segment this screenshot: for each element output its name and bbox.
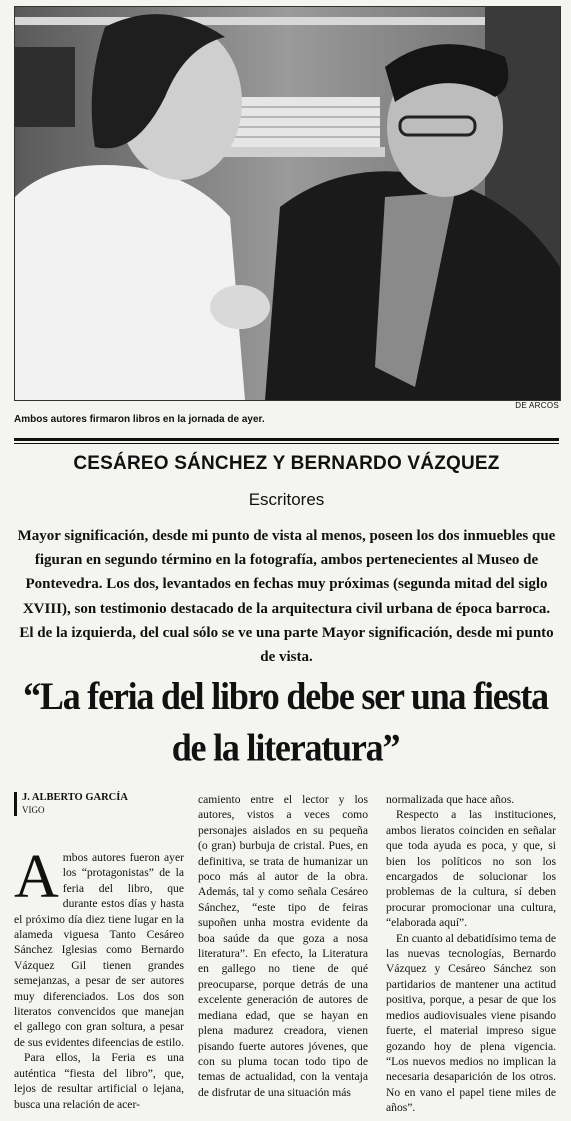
article-paragraph: Respecto a las instituciones, ambos lieratos coinciden en señalar que toda ayuda es poca, y que, si bien los políticos no son los encargados de solucionar los problemas de la cultura, sí deben procurar promocionar una cultura, “elaborada aquí”. xyxy=(386,808,556,930)
byline xyxy=(14,792,184,816)
photo-caption: Ambos autores firmaron libros en la jornada de ayer. xyxy=(14,414,265,425)
article-paragraph: camiento entre el lector y los autores, vistos a veces como personajes aislados en su pequeña (o gran) burbuja de cristal. Pues, en definitiva, se trata de humanizar un poco más al autor de la obra. Además, tal y como señala Cesáreo Sánchez, “este tipo de feiras supoñen unha mostra evidente da boa saúde da que goza a nosa literatura”. En efecto, la Literatura en gallego no tiene de qué preocuparse, porque detrás de una excelente generación de autores de mediana edad, que se hayan en plena madurez creadora, vienen pisando fuerte autores jóvenes, que con su pluma tocan todo tipo de temas de actualidad, con la ventaja de disfrutar de una situación más xyxy=(198,793,368,1099)
byline-place: VIGO xyxy=(22,805,45,815)
interviewee-names: CESÁREO SÁNCHEZ Y BERNARDO VÁZQUEZ xyxy=(73,453,500,474)
article-photo xyxy=(14,6,561,401)
lead-paragraph: Mayor significación, desde mi punto de vista al menos, poseen los dos inmuebles que figuran en segundo término en la fotografía, ambos pertenecientes al Museo de Pontevedra. Los dos, levantados en fechas muy próximas (segunda mitad del siglo XVIII), son testimonio destacado de la arquitectura civil urbana de época barroca. El de la izquierda, del cual sólo se ve una parte Mayor significación, desde mi punto de vista. xyxy=(17,528,556,666)
article-column-1 xyxy=(14,792,184,1112)
section-rule-thin xyxy=(14,443,559,444)
headline: “La feria del libro debe ser una fiesta de la literatura” xyxy=(23,674,548,770)
interviewee-role: Escritores xyxy=(248,490,325,509)
photo-credit: DE ARCOS xyxy=(515,401,559,410)
article-paragraph: normalizada que hace años. xyxy=(386,793,515,806)
article-column-2 xyxy=(198,792,368,1100)
article-paragraph: En cuanto al debatidísimo tema de las nuevas tecnologías, Bernardo Vázquez y Cesáreo Sánchez son partidarios de mantener una actitud positiva, porque, a pesar de que los medios audiovisuales viene pisando fuerte, el material impreso sigue gozando hoy de plena vigencia. “Los nuevos medios no implican la necesaria desaparición de los otros. No en vano el papel tiene miles de años”. xyxy=(386,931,557,1115)
article-paragraph xyxy=(14,843,184,1050)
drop-cap: A xyxy=(14,843,59,911)
article-paragraph: Para ellos, la Feria es una auténtica “fiesta del libro”, que, lejos de resultar artificial o lejana, busca una relación de acer- xyxy=(14,1051,184,1111)
section-rule xyxy=(14,438,559,441)
article-column-3 xyxy=(386,792,556,1116)
byline-author: J. ALBERTO GARCÍA xyxy=(22,792,128,803)
paragraph-text: mbos autores fueron ayer los “protagonistas” de la feria del libro, que durante estos días y hasta el próximo día diez tiene lugar en la alameda viguesa Tanto Cesáreo Sánchez Iglesias como Bernardo Vázquez Gil tienen grandes semejanzas, a pesar de ser autores muy diferenciados. Los dos son literatos convencidos que manejan el gallego con gran soltura, a pesar de sus evidentes difeencias de estilo. xyxy=(14,851,184,1049)
photo-image xyxy=(15,7,560,400)
